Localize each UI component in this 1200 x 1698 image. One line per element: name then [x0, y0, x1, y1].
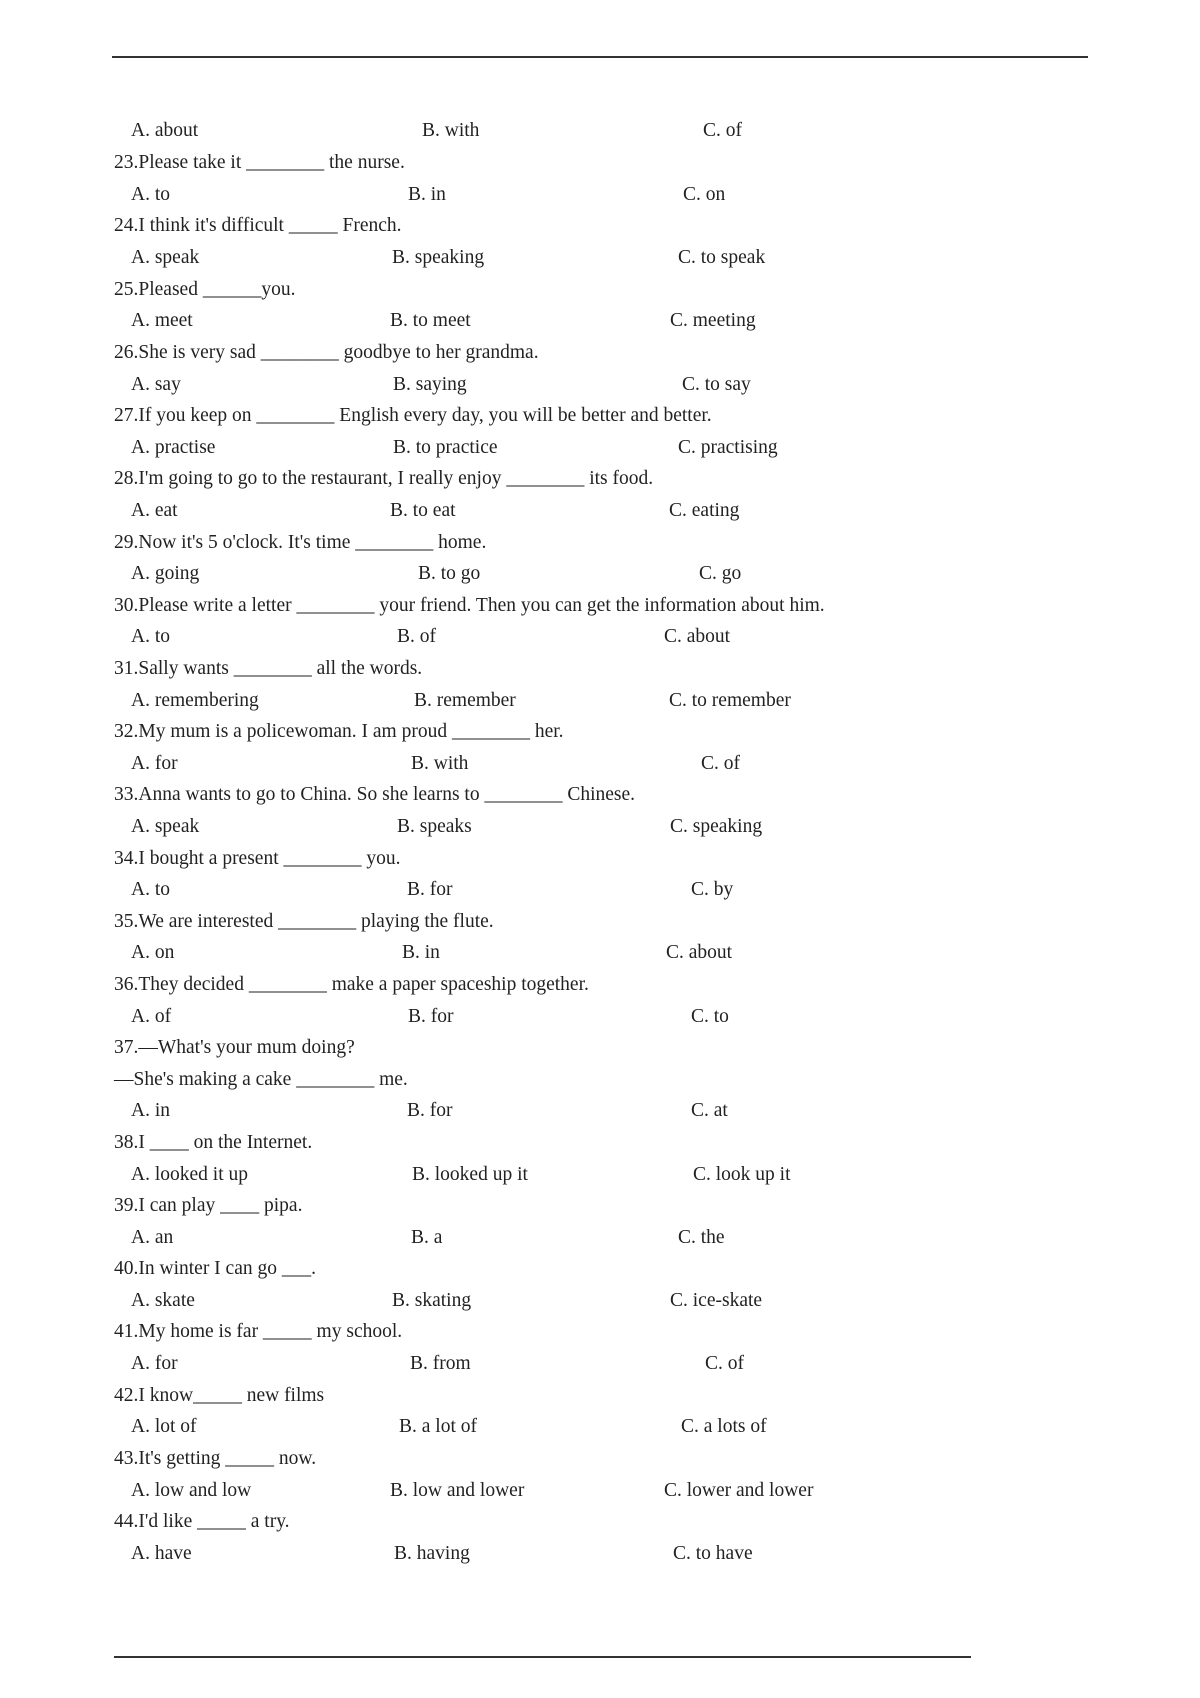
question-text: 38.I ____ on the Internet.	[114, 1132, 313, 1153]
option-c: C. meeting	[670, 310, 756, 331]
option-c: C. the	[678, 1227, 725, 1248]
question-text: 24.I think it's difficult _____ French.	[114, 215, 402, 236]
option-a: A. say	[131, 374, 181, 395]
option-a: A. have	[131, 1543, 192, 1564]
option-c: C. to remember	[669, 690, 791, 711]
option-a: A. to	[131, 184, 170, 205]
question-text: 34.I bought a present ________ you.	[114, 848, 401, 869]
header-rule	[112, 56, 1088, 58]
footer-rule	[114, 1656, 971, 1658]
option-c: C. go	[699, 563, 742, 584]
option-a: A. lot of	[131, 1416, 197, 1437]
option-c: C. about	[664, 626, 731, 647]
option-c: C. of	[705, 1353, 744, 1374]
option-a: A. to	[131, 879, 170, 900]
option-b: B. a	[411, 1227, 443, 1248]
option-b: B. speaks	[397, 816, 472, 837]
option-a: A. speak	[131, 247, 200, 268]
question-text: 36.They decided ________ make a paper spaceship together.	[114, 974, 589, 995]
question-text: 39.I can play ____ pipa.	[114, 1195, 303, 1216]
option-c: C. speaking	[670, 816, 763, 837]
option-c: C. to say	[682, 374, 751, 395]
option-a: A. remembering	[131, 690, 259, 711]
option-b: B. low and lower	[390, 1480, 525, 1501]
option-a: A. on	[131, 942, 175, 963]
question-text: 35.We are interested ________ playing the flute.	[114, 911, 494, 932]
option-a: A. about	[131, 120, 199, 141]
option-c: C. at	[691, 1100, 728, 1121]
option-b: B. from	[410, 1353, 471, 1374]
option-c: C. of	[701, 753, 740, 774]
option-b: B. having	[394, 1543, 470, 1564]
option-c: C. to speak	[678, 247, 766, 268]
option-b: B. saying	[393, 374, 467, 395]
option-a: A. skate	[131, 1290, 195, 1311]
option-c: C. by	[691, 879, 734, 900]
question-text: 43.It's getting _____ now.	[114, 1448, 317, 1469]
question-text: 23.Please take it ________ the nurse.	[114, 152, 405, 173]
option-b: B. for	[407, 879, 453, 900]
option-b: B. to eat	[390, 500, 456, 521]
question-text: 37.—What's your mum doing?	[114, 1037, 355, 1058]
question-text: 33.Anna wants to go to China. So she learns to ________ Chinese.	[114, 784, 636, 805]
option-c: C. of	[703, 120, 742, 141]
option-a: A. an	[131, 1227, 174, 1248]
option-b: B. remember	[414, 690, 516, 711]
option-c: C. practising	[678, 437, 778, 458]
option-a: A. eat	[131, 500, 178, 521]
option-b: B. skating	[392, 1290, 472, 1311]
option-b: B. in	[402, 942, 440, 963]
option-c: C. on	[683, 184, 726, 205]
question-text: 29.Now it's 5 o'clock. It's time ________ home.	[114, 532, 487, 553]
option-b: B. to meet	[390, 310, 471, 331]
question-text: 30.Please write a letter ________ your friend. Then you can get the information about him.	[114, 595, 825, 616]
question-text: 40.In winter I can go ___.	[114, 1258, 316, 1279]
option-a: A. practise	[131, 437, 216, 458]
option-a: A. speak	[131, 816, 200, 837]
option-c: C. to	[691, 1006, 729, 1027]
option-b: B. to go	[418, 563, 481, 584]
option-c: C. eating	[669, 500, 740, 521]
question-text: 25.Pleased ______you.	[114, 279, 296, 300]
option-b: B. with	[411, 753, 469, 774]
question-text: 41.My home is far _____ my school.	[114, 1321, 403, 1342]
option-b: B. in	[408, 184, 446, 205]
option-a: A. for	[131, 1353, 178, 1374]
question-text: 26.She is very sad ________ goodbye to her grandma.	[114, 342, 539, 363]
option-c: C. a lots of	[681, 1416, 767, 1437]
question-text: 31.Sally wants ________ all the words.	[114, 658, 423, 679]
option-c: C. look up it	[693, 1164, 791, 1185]
option-c: C. about	[666, 942, 733, 963]
question-text: 28.I'm going to go to the restaurant, I really enjoy ________ its food.	[114, 468, 654, 489]
option-a: A. going	[131, 563, 200, 584]
option-a: A. meet	[131, 310, 193, 331]
option-b: B. looked up it	[412, 1164, 528, 1185]
question-text: 44.I'd like _____ a try.	[114, 1511, 290, 1532]
question-text: 27.If you keep on ________ English every day, you will be better and better.	[114, 405, 712, 426]
option-a: A. to	[131, 626, 170, 647]
option-b: B. of	[397, 626, 436, 647]
option-a: A. for	[131, 753, 178, 774]
option-b: B. for	[407, 1100, 453, 1121]
option-c: C. to have	[673, 1543, 753, 1564]
option-c: C. ice-skate	[670, 1290, 763, 1311]
question-text: 42.I know_____ new films	[114, 1385, 325, 1406]
question-text-line-2: —She's making a cake ________ me.	[114, 1069, 408, 1090]
option-a: A. of	[131, 1006, 172, 1027]
option-b: B. a lot of	[399, 1416, 477, 1437]
option-c: C. lower and lower	[664, 1480, 814, 1501]
option-a: A. looked it up	[131, 1164, 248, 1185]
option-a: A. in	[131, 1100, 170, 1121]
option-b: B. with	[422, 120, 480, 141]
option-b: B. speaking	[392, 247, 485, 268]
question-text: 32.My mum is a policewoman. I am proud ________ her.	[114, 721, 564, 742]
option-a: A. low and low	[131, 1480, 252, 1501]
option-b: B. to practice	[393, 437, 498, 458]
option-b: B. for	[408, 1006, 454, 1027]
